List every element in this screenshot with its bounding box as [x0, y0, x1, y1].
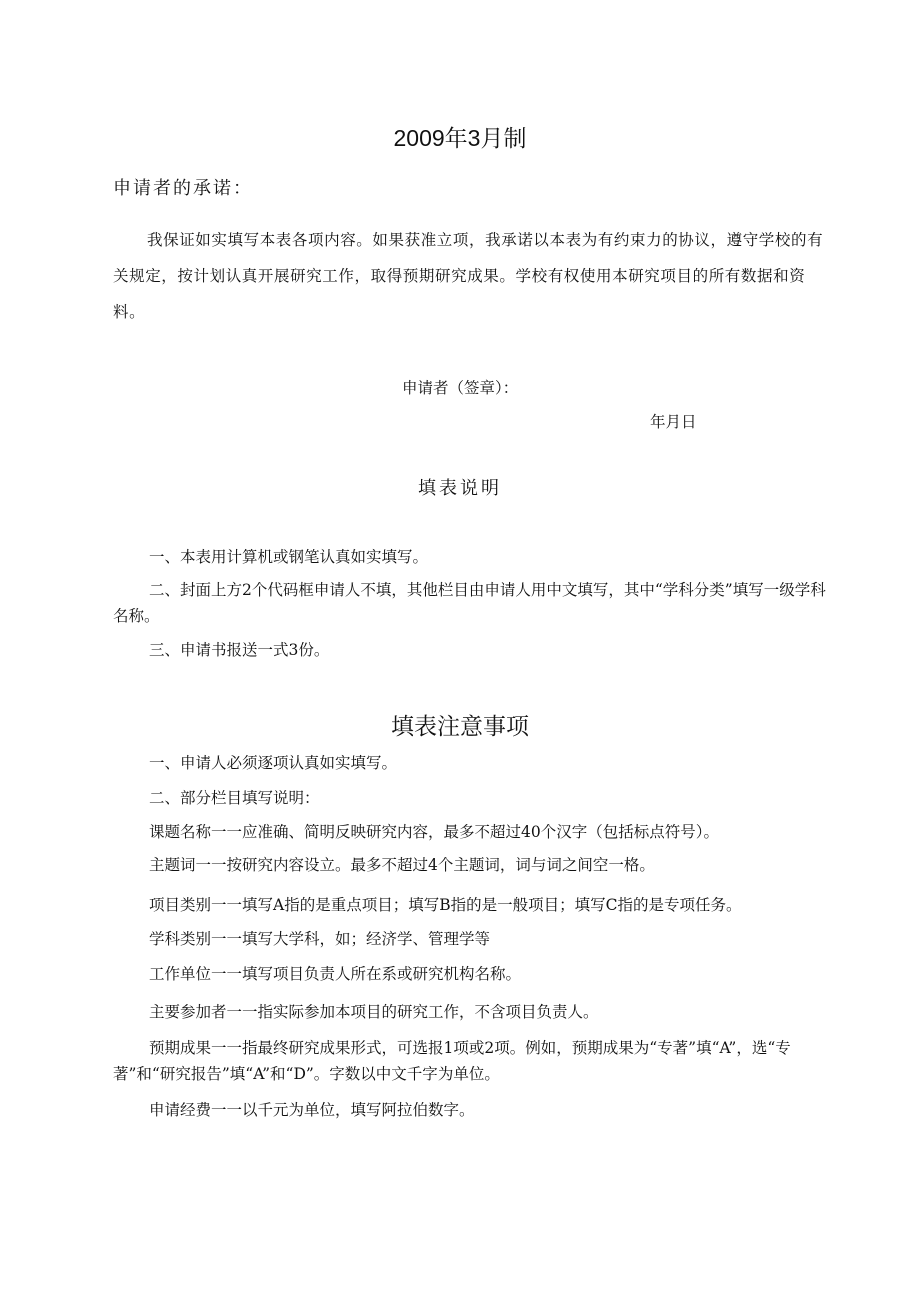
field-explanation: 主要参加者一一指实际参加本项目的研究工作，不含项目负责人。	[149, 1003, 599, 1021]
instructions-title: 填表说明	[418, 478, 502, 499]
note-item: 二、部分栏目填写说明：	[149, 789, 320, 807]
signature-label: 申请者（签章）：	[402, 379, 519, 397]
field-explanation: 课题名称一一应准确、简明反映研究内容，最多不超过40个汉字（包括标点符号）。	[149, 823, 719, 841]
field-explanation: 学科类别一一填写大学科，如；经济学、管理学等	[149, 930, 491, 948]
date-made: 2009年3月制	[393, 125, 527, 151]
field-explanation: 预期成果一一指最终研究成果形式，可选报1项或2项。例如，预期成果为“专著”填“A”，选“专著”和“研究报告”填“A”和“D”。字数以中文千字为单位。	[113, 1039, 791, 1083]
note-item: 一、申请人必须逐项认真如实填写。	[149, 754, 398, 772]
field-explanation: 工作单位一一填写项目负责人所在系或研究机构名称。	[149, 965, 522, 983]
field-explanation: 项目类别一一填写A指的是重点项目；填写B指的是一般项目；填写C指的是专项任务。	[149, 896, 742, 914]
pledge-heading: 申请者的承诺：	[113, 178, 253, 199]
pledge-body: 我保证如实填写本表各项内容。如果获准立项，我承诺以本表为有约束力的协议，遵守学校的有关规定，按计划认真开展研究工作，取得预期研究成果。学校有权使用本研究项目的所有数据和资料。	[113, 231, 824, 321]
instruction-item: 一、本表用计算机或钢笔认真如实填写。	[149, 548, 429, 566]
instruction-item: 三、申请书报送一式3份。	[149, 641, 330, 659]
instruction-item: 二、封面上方2个代码框申请人不填，其他栏目由申请人用中文填写，其中“学科分类”填写一级学科名称。	[113, 581, 826, 625]
field-explanation: 申请经费一一以千元为单位，填写阿拉伯数字。	[149, 1101, 475, 1119]
field-explanation: 主题词一一按研究内容设立。最多不超过4个主题词，词与词之间空一格。	[149, 856, 655, 874]
notes-title: 填表注意事项	[391, 714, 529, 740]
signature-date-label: 年月日	[650, 413, 697, 431]
